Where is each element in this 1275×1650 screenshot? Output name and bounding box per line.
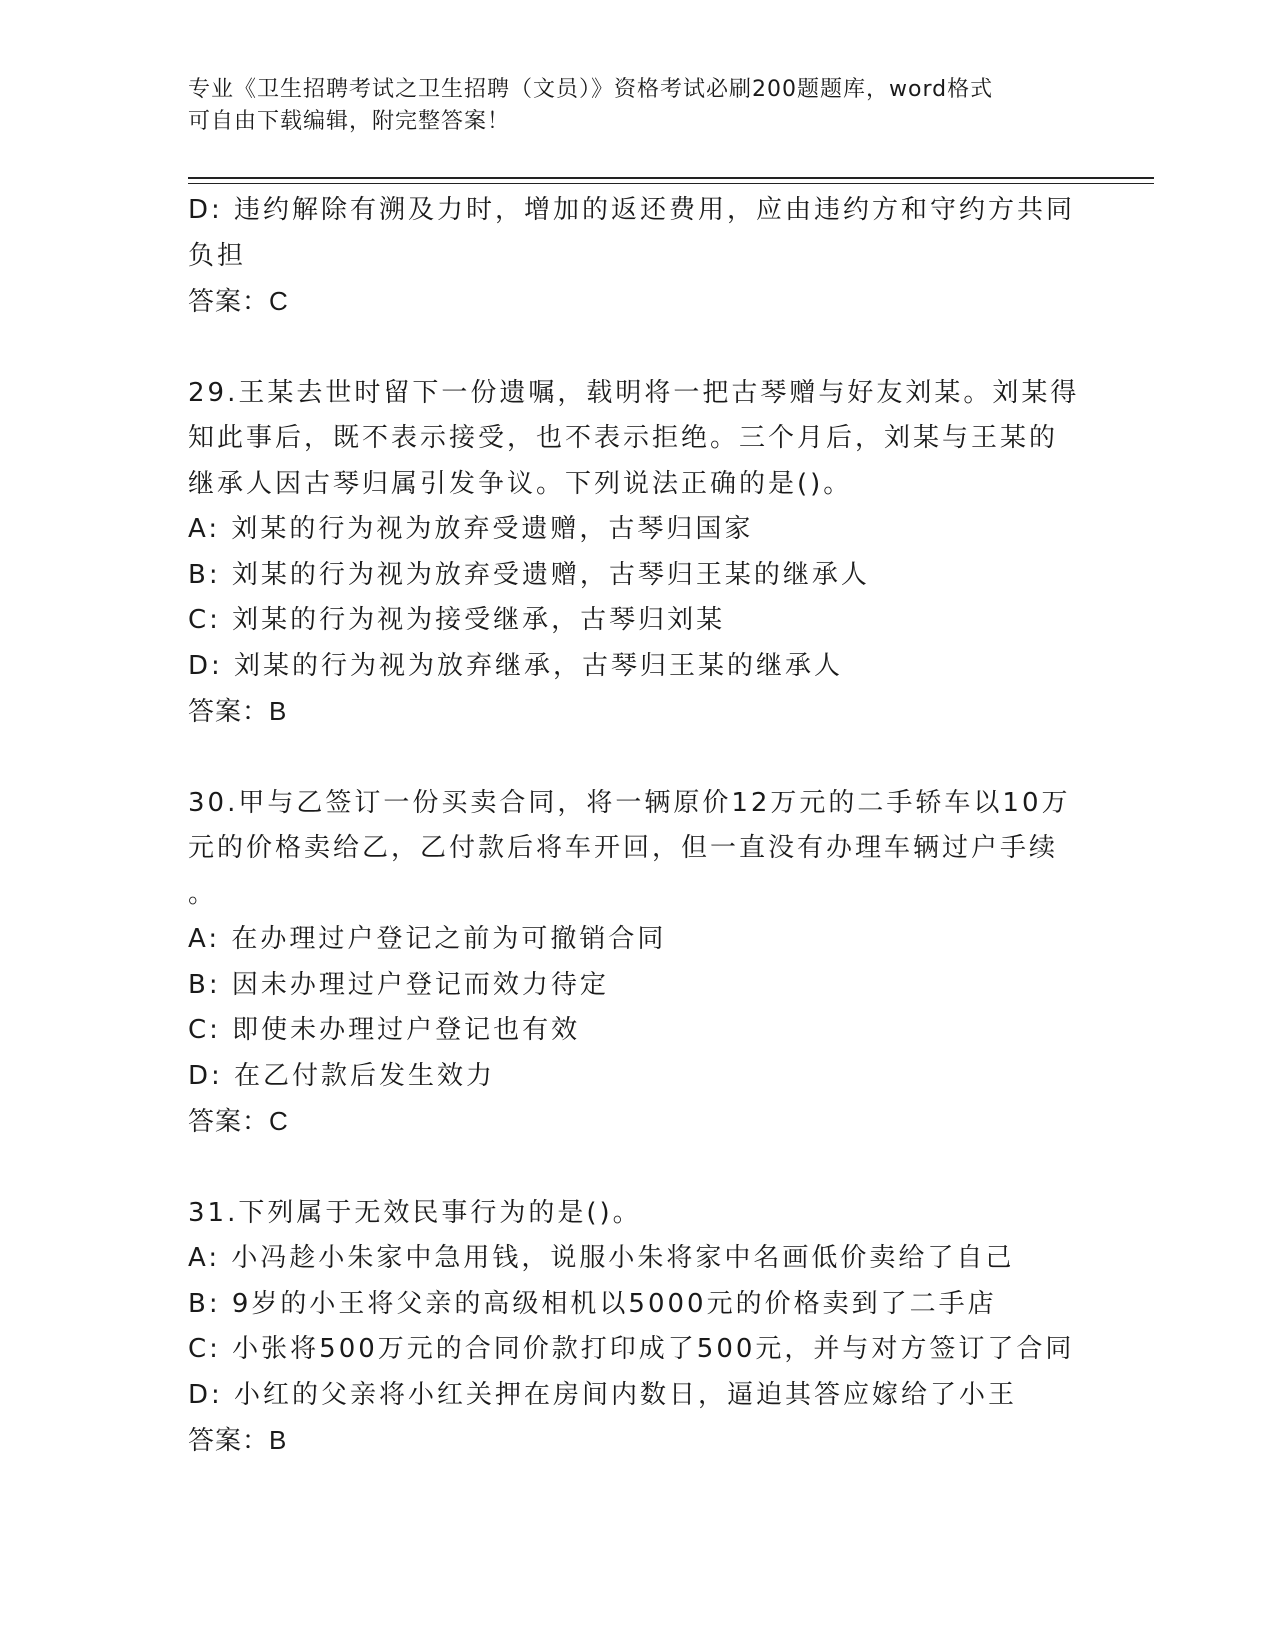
option-b: B: 刘某的行为视为放弃受遗赠，古琴归王某的继承人 bbox=[188, 559, 870, 590]
question-28-tail bbox=[188, 188, 1088, 325]
option-d-continued: 负担 bbox=[188, 240, 247, 271]
option-d: D: 在乙付款后发生效力 bbox=[188, 1060, 496, 1091]
option-a: A: 小冯趁小朱家中急用钱，说服小朱将家中名画低价卖给了自己 bbox=[188, 1243, 1015, 1273]
question-spacer bbox=[188, 1145, 1088, 1191]
option-d: D: 违约解除有溯及力时，增加的返还费用，应由违约方和守约方共同 bbox=[188, 195, 1076, 225]
question-stem: 29.王某去世时留下一份遗嘱，载明将一把古琴赠与好友刘某。刘某得 bbox=[188, 377, 1080, 408]
option-d: D: 刘某的行为视为放弃继承，古琴归王某的继承人 bbox=[188, 650, 844, 681]
question-stem: 30.甲与乙签订一份买卖合同，将一辆原价12万元的二手轿车以10万 bbox=[188, 787, 1071, 818]
question-spacer bbox=[188, 325, 1088, 371]
page-header bbox=[188, 74, 1088, 138]
header-title-line-1: 专业《卫生招聘考试之卫生招聘（文员）》资格考试必刷200题题库，word格式 bbox=[188, 77, 994, 102]
option-d: D: 小红的父亲将小红关押在房间内数日，逼迫其答应嫁给了小王 bbox=[188, 1379, 1018, 1410]
question-stem: 元的价格卖给乙，乙付款后将车开回，但一直没有办理车辆过户手续 bbox=[188, 833, 1059, 863]
answer-line: 答案：C bbox=[188, 1106, 289, 1136]
question-29 bbox=[188, 371, 1088, 735]
option-c: C: 小张将500万元的合同价款打印成了500元，并与对方签订了合同 bbox=[188, 1334, 1075, 1364]
answer-line: 答案：B bbox=[188, 696, 288, 726]
question-stem: 。 bbox=[188, 878, 218, 909]
question-31 bbox=[188, 1191, 1088, 1464]
question-content bbox=[188, 188, 1088, 1464]
option-c: C: 即使未办理过户登记也有效 bbox=[188, 1015, 581, 1045]
option-c: C: 刘某的行为视为接受继承，古琴归刘某 bbox=[188, 605, 726, 635]
header-divider-thin bbox=[188, 183, 1154, 184]
answer-line: 答案：C bbox=[188, 286, 289, 316]
header-title-line-2: 可自由下载编辑，附完整答案！ bbox=[188, 109, 511, 134]
answer-line: 答案：B bbox=[188, 1425, 288, 1455]
question-30 bbox=[188, 781, 1088, 1145]
option-b: B: 因未办理过户登记而效力待定 bbox=[188, 969, 609, 1000]
question-stem: 继承人因古琴归属引发争议。下列说法正确的是()。 bbox=[188, 468, 853, 499]
option-b: B: 9岁的小王将父亲的高级相机以5000元的价格卖到了二手店 bbox=[188, 1288, 997, 1319]
option-a: A: 在办理过户登记之前为可撤销合同 bbox=[188, 924, 667, 954]
option-a: A: 刘某的行为视为放弃受遗赠，古琴归国家 bbox=[188, 514, 754, 544]
question-stem: 知此事后，既不表示接受，也不表示拒绝。三个月后，刘某与王某的 bbox=[188, 423, 1059, 453]
header-divider-thick bbox=[188, 177, 1154, 179]
question-spacer bbox=[188, 735, 1088, 781]
question-stem: 31.下列属于无效民事行为的是()。 bbox=[188, 1197, 642, 1228]
